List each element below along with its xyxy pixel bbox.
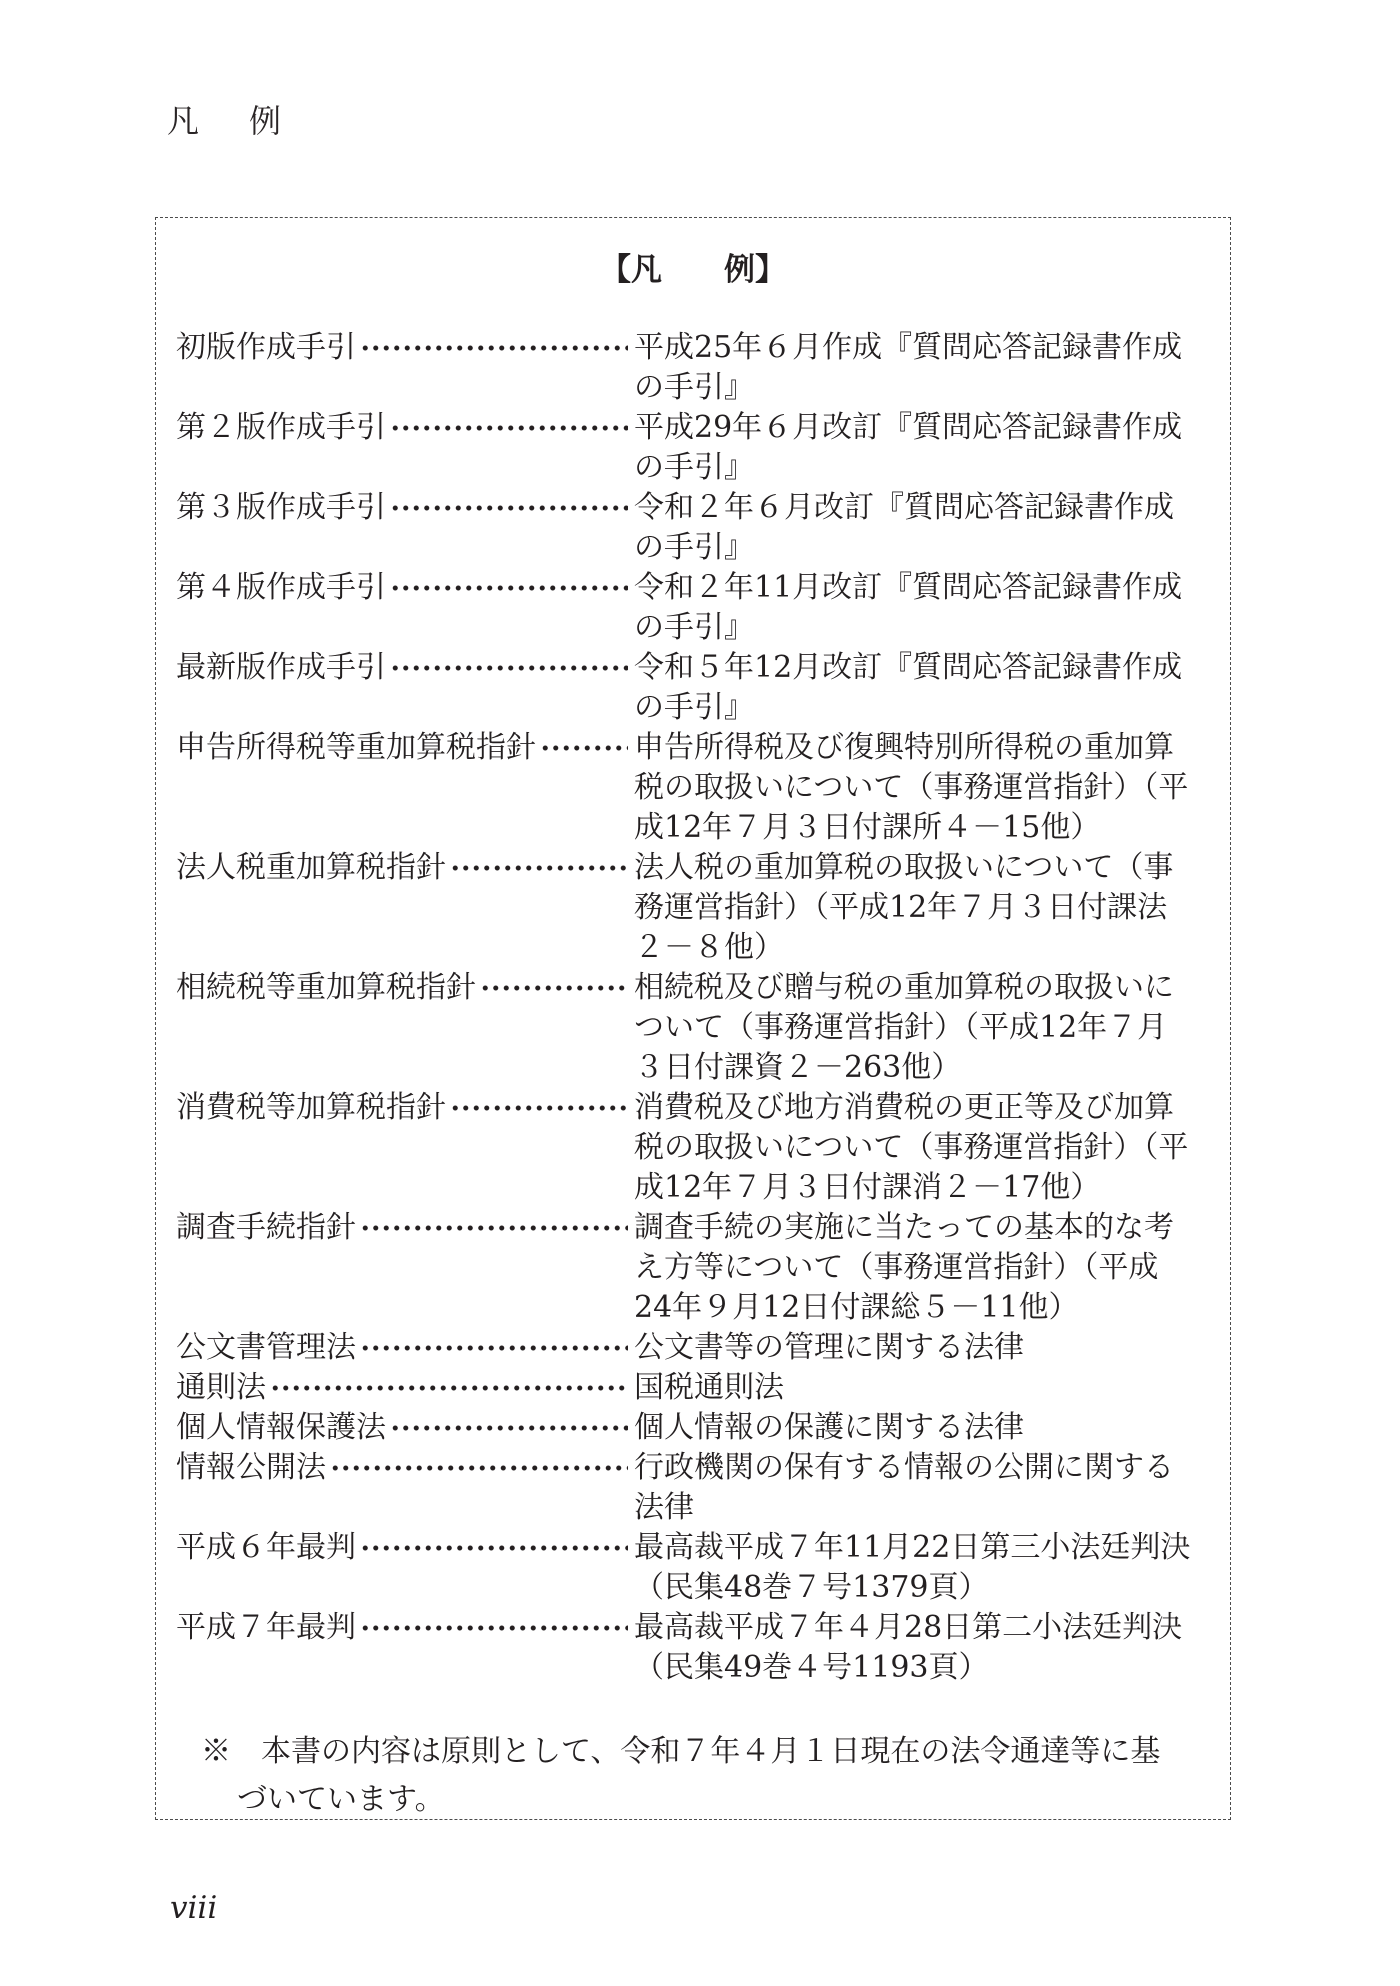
legend-definition (634, 728, 1210, 848)
legend-entry (176, 1608, 1210, 1688)
legend-entry (176, 1088, 1210, 1208)
legend-definition-line: 成12年７月３日付課消２－17他） (634, 1170, 1101, 1205)
legend-definition-line: 相続税及び贈与税の重加算税の取扱いに (634, 970, 1174, 1005)
legend-definition-line: 個人情報の保護に関する法律 (634, 1410, 1024, 1445)
dot-leader (390, 408, 628, 448)
legend-term: 平成７年最判 (176, 1610, 356, 1645)
legend-definition (634, 1528, 1210, 1608)
legend-entry (176, 848, 1210, 968)
dot-leader (390, 1408, 628, 1448)
legend-definition-line: 成12年７月３日付課所４－15他） (634, 810, 1101, 845)
legend-term-column (176, 1448, 634, 1488)
legend-definition-line: の手引』 (634, 530, 754, 565)
legend-entries (176, 328, 1210, 1688)
legend-definition (634, 1368, 1210, 1408)
legend-term: 最新版作成手引 (176, 650, 386, 685)
legend-term-column (176, 408, 634, 448)
legend-term: 法人税重加算税指針 (176, 850, 446, 885)
legend-definition-line: ２－８他） (634, 930, 784, 965)
dot-leader (480, 968, 628, 1008)
legend-term: 第４版作成手引 (176, 570, 386, 605)
legend-entry (176, 1208, 1210, 1328)
legend-term: 情報公開法 (176, 1450, 326, 1485)
legend-entry (176, 648, 1210, 728)
legend-term: 平成６年最判 (176, 1530, 356, 1565)
legend-definition-line: 行政機関の保有する情報の公開に関する (634, 1450, 1174, 1485)
dot-leader (360, 1328, 628, 1368)
legend-box (155, 217, 1231, 1820)
legend-definition-line: 税の取扱いについて（事務運営指針）（平 (634, 770, 1189, 805)
legend-term: 消費税等加算税指針 (176, 1090, 446, 1125)
legend-term-column (176, 1088, 634, 1128)
legend-entry (176, 488, 1210, 568)
dot-leader (390, 648, 628, 688)
legend-definition (634, 1448, 1210, 1528)
legend-term: 申告所得税等重加算税指針 (176, 730, 536, 765)
legend-term-column (176, 728, 634, 768)
legend-definition-line: （民集48巻７号1379頁） (634, 1570, 989, 1605)
legend-definition-line: 令和５年12月改訂『質問応答記録書作成 (634, 650, 1183, 685)
legend-entry (176, 568, 1210, 648)
legend-term: 第３版作成手引 (176, 490, 386, 525)
legend-definition-line: の手引』 (634, 610, 754, 645)
legend-definition-line: 令和２年11月改訂『質問応答記録書作成 (634, 570, 1183, 605)
legend-definition (634, 1328, 1210, 1368)
dot-leader (450, 848, 628, 888)
legend-definition-line: え方等について（事務運営指針）（平成 (634, 1250, 1159, 1285)
legend-definition (634, 848, 1210, 968)
legend-term: 第２版作成手引 (176, 410, 386, 445)
dot-leader (270, 1368, 628, 1408)
legend-term-column (176, 1608, 634, 1648)
dot-leader (360, 328, 628, 368)
dot-leader (390, 568, 628, 608)
legend-term-column (176, 1368, 634, 1408)
legend-definition (634, 488, 1210, 568)
legend-term-column (176, 648, 634, 688)
legend-definition-line: 法人税の重加算税の取扱いについて（事 (634, 850, 1174, 885)
legend-definition (634, 648, 1210, 728)
legend-definition (634, 1408, 1210, 1448)
legend-term: 公文書管理法 (176, 1330, 356, 1365)
legend-definition (634, 1088, 1210, 1208)
dot-leader (540, 728, 628, 768)
legend-entry (176, 968, 1210, 1088)
legend-definition-line: 調査手続の実施に当たっての基本的な考 (634, 1210, 1174, 1245)
legend-term: 通則法 (176, 1370, 266, 1405)
legend-definition-line: 国税通則法 (634, 1370, 784, 1405)
legend-definition-line: 務運営指針）（平成12年７月３日付課法 (634, 890, 1168, 925)
legend-term-column (176, 1528, 634, 1568)
legend-entry (176, 1368, 1210, 1408)
legend-definition-line: の手引』 (634, 450, 754, 485)
legend-entry (176, 1408, 1210, 1448)
legend-definition-line: 最高裁平成７年11月22日第三小法廷判決 (634, 1530, 1191, 1565)
dot-leader (390, 488, 628, 528)
legend-definition-line: 最高裁平成７年４月28日第二小法廷判決 (634, 1610, 1183, 1645)
legend-definition-line: 平成25年６月作成『質問応答記録書作成 (634, 330, 1183, 365)
legend-term-column (176, 328, 634, 368)
legend-term-column (176, 848, 634, 888)
legend-definition-line: （民集49巻４号1193頁） (634, 1650, 989, 1685)
legend-entry (176, 1328, 1210, 1368)
legend-definition-line: ついて（事務運営指針）（平成12年７月 (634, 1010, 1168, 1045)
legend-term-column (176, 968, 634, 1008)
legend-definition (634, 568, 1210, 648)
legend-definition-line: ３日付課資２－263他） (634, 1050, 962, 1085)
legend-term: 初版作成手引 (176, 330, 356, 365)
legend-term-column (176, 1328, 634, 1368)
legend-term-column (176, 1408, 634, 1448)
legend-definition-line: の手引』 (634, 370, 754, 405)
dot-leader (360, 1208, 628, 1248)
legend-definition-line: 24年９月12日付課総５－11他） (634, 1290, 1079, 1325)
legend-definition-line: 平成29年６月改訂『質問応答記録書作成 (634, 410, 1183, 445)
legend-definition (634, 1608, 1210, 1688)
legend-term: 調査手続指針 (176, 1210, 356, 1245)
legend-definition-line: 申告所得税及び復興特別所得税の重加算 (634, 730, 1174, 765)
legend-definition-line: 消費税及び地方消費税の更正等及び加算 (634, 1090, 1174, 1125)
legend-term-column (176, 1208, 634, 1248)
legend-term-column (176, 488, 634, 528)
legend-term: 相続税等重加算税指針 (176, 970, 476, 1005)
legend-term-column (176, 568, 634, 608)
legend-term: 個人情報保護法 (176, 1410, 386, 1445)
page-number: viii (170, 1890, 218, 1926)
legend-entry (176, 1528, 1210, 1608)
legend-note-line: づいています。 (237, 1782, 445, 1817)
dot-leader (360, 1608, 628, 1648)
legend-entry (176, 328, 1210, 408)
legend-definition (634, 328, 1210, 408)
legend-note (201, 1728, 1210, 1824)
legend-definition-line: 法律 (634, 1490, 694, 1525)
legend-title: 【凡 例】 (600, 252, 786, 288)
dot-leader (360, 1528, 628, 1568)
legend-entry (176, 1448, 1210, 1528)
dot-leader (450, 1088, 628, 1128)
legend-definition-line: 令和２年６月改訂『質問応答記録書作成 (634, 490, 1174, 525)
page-header: 凡 例 (167, 102, 291, 140)
legend-definition (634, 968, 1210, 1088)
legend-entry (176, 728, 1210, 848)
legend-definition (634, 408, 1210, 488)
dot-leader (330, 1448, 628, 1488)
legend-definition (634, 1208, 1210, 1328)
legend-note-line: ※ 本書の内容は原則として、令和７年４月１日現在の法令通達等に基 (201, 1734, 1161, 1769)
legend-entry (176, 408, 1210, 488)
legend-definition-line: の手引』 (634, 690, 754, 725)
legend-definition-line: 税の取扱いについて（事務運営指針）（平 (634, 1130, 1189, 1165)
legend-definition-line: 公文書等の管理に関する法律 (634, 1330, 1024, 1365)
